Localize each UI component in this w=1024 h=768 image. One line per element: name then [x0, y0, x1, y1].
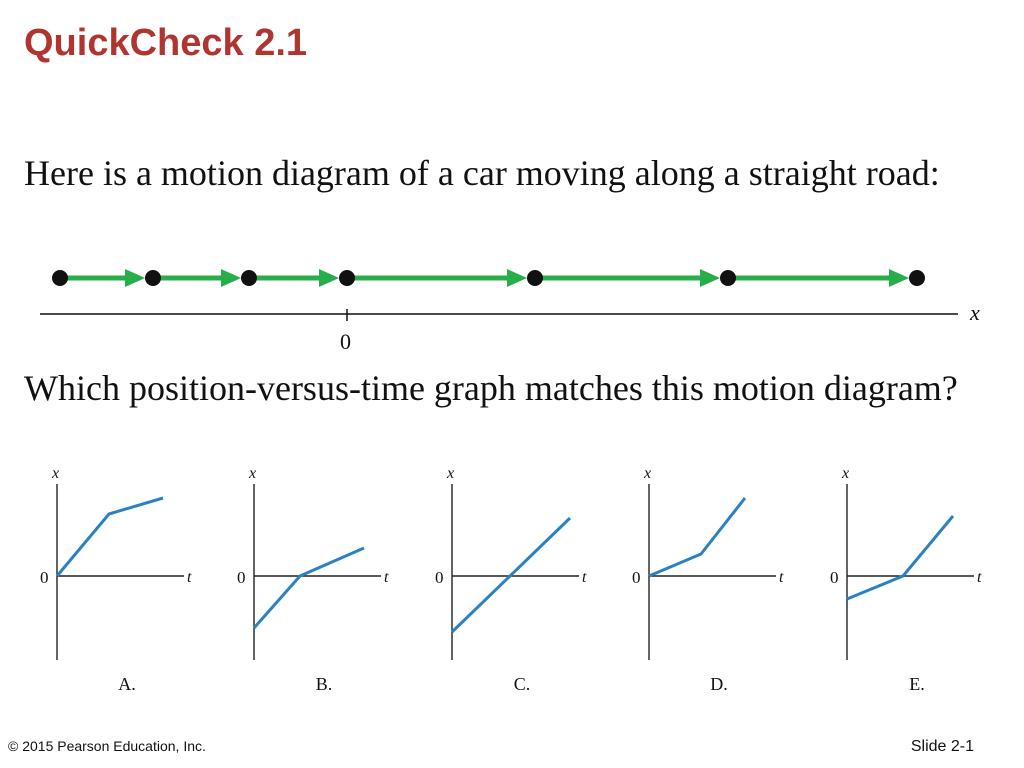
graph-option-label: B. [315, 674, 333, 694]
graph-origin-label: 0 [632, 568, 641, 587]
motion-arrow [67, 269, 145, 287]
motion-dot [241, 270, 257, 286]
graph-x-label: x [644, 465, 652, 482]
motion-dot [720, 270, 736, 286]
motion-arrows [67, 269, 909, 287]
graph-option-label: D. [710, 674, 728, 694]
graph-x-label: x [249, 465, 257, 482]
graph-option-label: C. [513, 674, 531, 694]
graph-position-line [649, 498, 745, 576]
motion-origin-label: 0 [340, 329, 351, 354]
graph-position-line [57, 498, 163, 576]
graph-x-label: x [842, 465, 850, 482]
motion-arrow [256, 269, 339, 287]
graph-origin-label: 0 [435, 568, 444, 587]
motion-arrow [542, 269, 720, 287]
motion-dot [145, 270, 161, 286]
motion-dot [909, 270, 925, 286]
graph-option-b [237, 465, 389, 694]
motion-dot [339, 270, 355, 286]
question-text: Which position-versus-time graph matches this motion diagram? [24, 368, 958, 408]
intro-text: Here is a motion diagram of a car moving along a straight road: [24, 153, 940, 193]
graph-origin-label: 0 [830, 568, 839, 587]
graph-t-label: t [582, 569, 587, 586]
graph-position-line [847, 516, 953, 599]
motion-diagram [40, 269, 980, 354]
slide-number: Slide 2-1 [910, 738, 974, 755]
graph-option-a [40, 465, 192, 694]
motion-arrow [160, 269, 241, 287]
graph-t-label: t [384, 569, 389, 586]
graph-t-label: t [977, 569, 982, 586]
slide-title: QuickCheck 2.1 [24, 22, 308, 64]
graph-t-label: t [779, 569, 784, 586]
motion-dot [527, 270, 543, 286]
graph-option-d [632, 465, 784, 694]
graph-option-label: A. [118, 674, 136, 694]
graph-position-line [254, 548, 364, 628]
motion-arrow [354, 269, 527, 287]
motion-arrow [735, 269, 909, 287]
graph-option-label: E. [909, 674, 925, 694]
graph-option-e [830, 465, 982, 694]
copyright-text: © 2015 Pearson Education, Inc. [8, 738, 206, 754]
graph-x-label: x [52, 465, 60, 482]
graph-origin-label: 0 [40, 568, 49, 587]
graph-origin-label: 0 [237, 568, 246, 587]
graph-t-label: t [187, 569, 192, 586]
motion-axis-label: x [970, 300, 980, 325]
graph-option-c [435, 465, 587, 694]
graph-options [40, 465, 982, 694]
graph-position-line [452, 518, 570, 632]
graph-x-label: x [447, 465, 455, 482]
motion-dot [52, 270, 68, 286]
